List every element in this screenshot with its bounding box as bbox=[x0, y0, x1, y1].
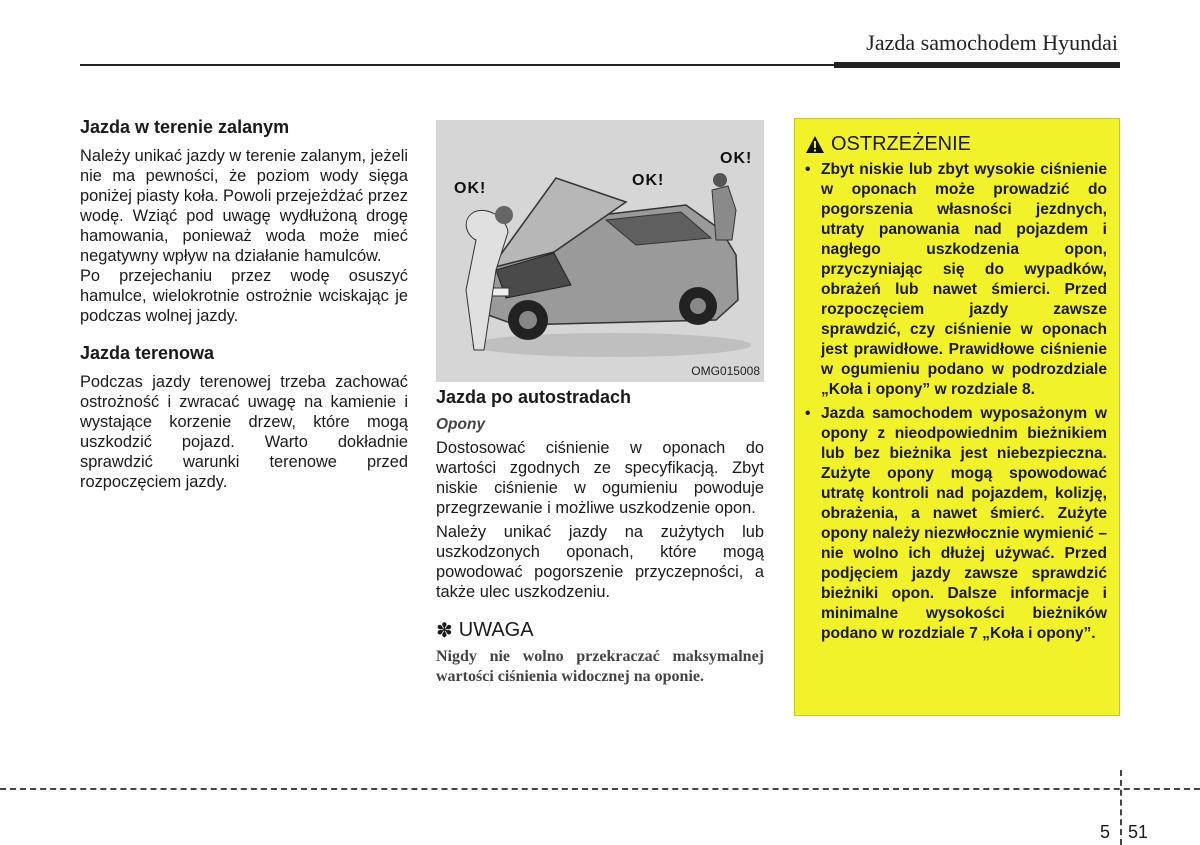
chapter-number: 5 bbox=[1100, 822, 1111, 842]
subheading-tires: Opony bbox=[436, 416, 486, 433]
footer-dashed-rule bbox=[0, 788, 1200, 790]
paragraph-flooded-1: Należy unikać jazdy w terenie zalanym, jeżeli nie ma pewności, że poziom wody sięga poniżej piasty koła. Powoli przejeżdżać przez wodę. Wziąć pod uwagę wydłużoną drogę hamowania, ponieważ woda może mieć negatywny wpływ na działanie hamulców. bbox=[80, 147, 408, 265]
note-title bbox=[436, 618, 764, 643]
warning-box bbox=[794, 118, 1120, 716]
bullet-1: • bbox=[805, 161, 811, 178]
paragraph-offroad: Podczas jazdy terenowej trzeba zachować ostrożność i zwracać uwagę na kamienie i wystające korzenie drzew, które mogą uszkodzić pojazd. Warto dokładnie sprawdzić warunki terenowe przed rozpoczęciem jazdy. bbox=[80, 373, 408, 491]
footer-vertical-rule bbox=[1120, 770, 1122, 845]
figure-code: OMG015008 bbox=[691, 364, 760, 378]
heading-offroad: Jazda terenowa bbox=[80, 343, 215, 363]
warning-title bbox=[805, 133, 1107, 156]
heading-highway: Jazda po autostradach bbox=[436, 387, 632, 407]
paragraph-tires-1: Dostosować ciśnienie w oponach do wartości zgodnych ze specyfikacją. Zbyt niskie ciśnienie w ogumieniu powoduje przegrzewanie i możliwe uszkodzenie opon. bbox=[436, 439, 764, 517]
note-text: Nigdy nie wolno przekraczać maksymalnej wartości ciśnienia widocznej na oponie. bbox=[436, 648, 764, 685]
heading-flooded-terrain: Jazda w terenie zalanym bbox=[80, 117, 290, 137]
warning-item-1 bbox=[805, 160, 1107, 400]
page-number: 51 bbox=[1128, 822, 1149, 842]
paragraph-flooded-2: Po przejechaniu przez wodę osuszyć hamulce, wielokrotnie ostrożnie wciskając je podczas wolnej jazdy. bbox=[80, 267, 408, 325]
warning-title-text: OSTRZEŻENIE bbox=[831, 133, 972, 155]
warning-list bbox=[805, 160, 1107, 644]
warning-triangle-icon bbox=[805, 135, 825, 155]
warning-item-2-text: Jazda samochodem wyposażonym w opony z nieodpowiednim bieżnikiem lub bez bieżnika jest niebezpieczna. Zużyte opony mogą spowodować utratę kontroli nad pojazdem, kolizję, obrażenia, a nawet śmierć. Zużyte opony należy niezwłocznie wymienić – nie wolno ich dłużej używać. Przed podjęciem jazdy zawsze sprawdzić bieżniki opon. Dalsze informacje i minimalne wysokości bieżników podano w rozdziale 7 „Koła i opony”. bbox=[821, 405, 1107, 642]
middle-column bbox=[436, 120, 764, 687]
warning-item-1-text: Zbyt niskie lub zbyt wysokie ciśnienie w oponach może prowadzić do pogorszenia własności jezdnych, utraty panowania nad pojazdem i nagłego uszkodzenia opon, przyczyniając się do wypadków, obrażeń lub nawet śmierci. Przed rozpoczęciem jazdy zawsze sprawdzić, czy ciśnienie w oponach jest prawidłowe. Prawidłowe ciśnienie w ogumieniu podano w podrozdziale „Koła i opony” w rozdziale 8. bbox=[821, 161, 1107, 398]
note-title-text: UWAGA bbox=[458, 619, 534, 641]
warning-item-2 bbox=[805, 404, 1107, 644]
car-illustration-svg bbox=[436, 120, 764, 382]
bullet-2: • bbox=[805, 405, 811, 422]
car-inspection-illustration bbox=[436, 120, 764, 382]
ok-label-3: OK! bbox=[720, 150, 753, 167]
ok-label-1: OK! bbox=[454, 180, 487, 197]
ok-label-2: OK! bbox=[632, 172, 665, 189]
header-rule-accent bbox=[834, 62, 1120, 68]
page-header-title: Jazda samochodem Hyundai bbox=[866, 30, 1118, 55]
left-column bbox=[80, 116, 408, 492]
paragraph-tires-2: Należy unikać jazdy na zużytych lub uszkodzonych oponach, które mogą powodować pogorszenie przyczepności, a także ulec uszkodzeniu. bbox=[436, 523, 764, 601]
asterisk-icon: ✽ bbox=[436, 620, 453, 642]
